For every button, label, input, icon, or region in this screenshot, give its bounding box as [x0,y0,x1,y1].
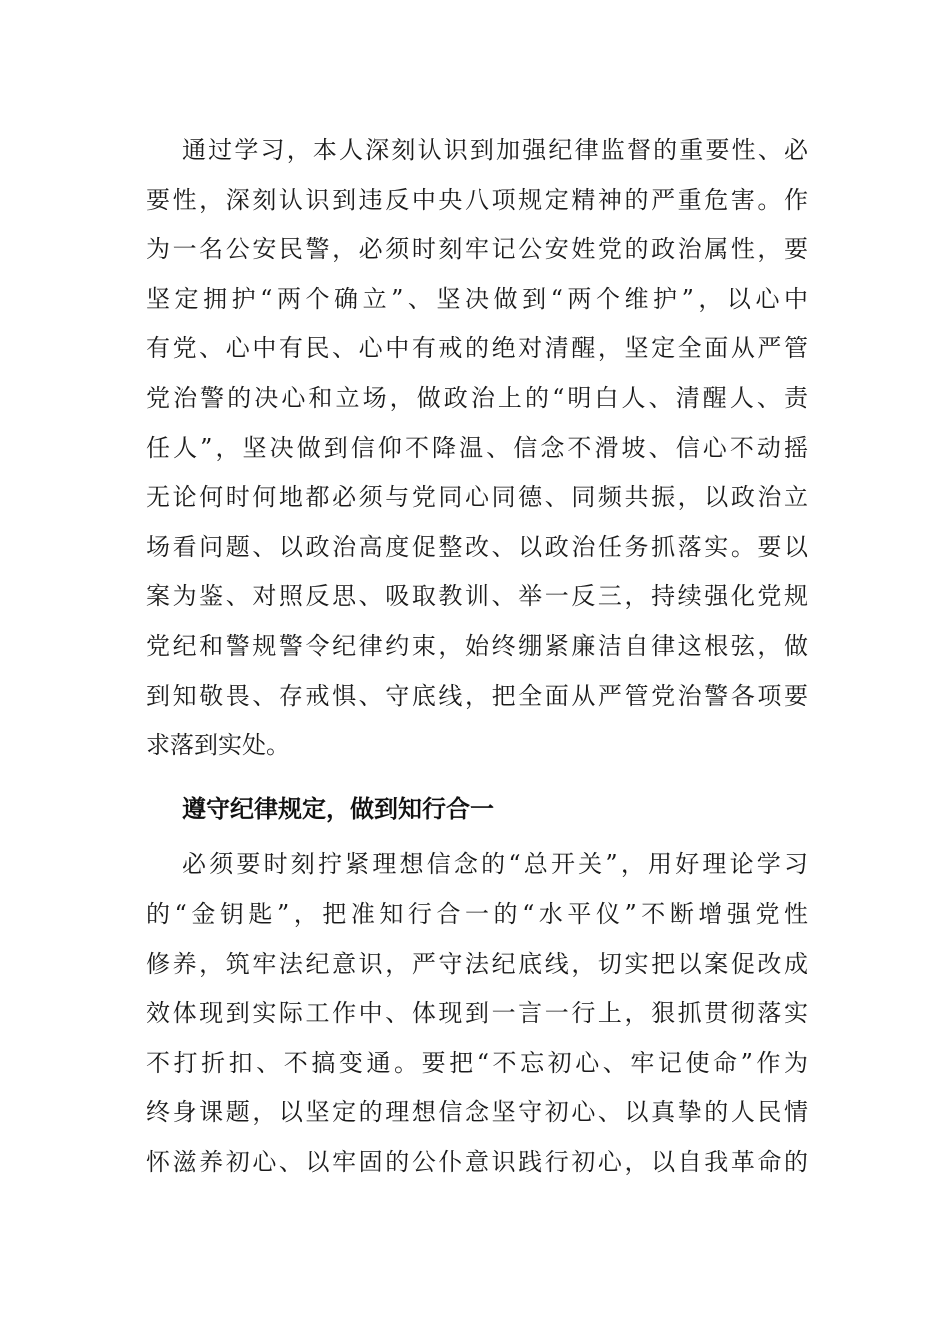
paragraph-1 [146,126,808,771]
paragraph-1-line: 任人”，坚决做到信仰不降温、信念不滑坡、信心不动摇 [146,433,808,462]
paragraph-1-line: 为一名公安民警，必须时刻牢记公安姓党的政治属性，要 [146,235,808,264]
paragraph-1-line: 要性，深刻认识到违反中央八项规定精神的严重危害。作 [146,185,808,214]
paragraph-2-line: 必须要时刻拧紧理想信念的“总开关”，用好理论学习 [182,850,808,879]
paragraph-1-line: 党治警的决心和立场，做政治上的“明白人、清醒人、责 [146,383,808,412]
paragraph-1-line: 案为鉴、对照反思、吸取教训、举一反三，持续强化党规 [146,582,808,611]
paragraph-1-line: 有党、心中有民、心中有戒的绝对清醒，坚定全面从严管 [146,334,808,363]
paragraph-2-line: 的“金钥匙”，把准知行合一的“水平仪”不断增强党性 [146,899,808,928]
paragraph-1-line: 场看问题、以政治高度促整改、以政治任务抓落实。要以 [146,532,808,561]
paragraph-1-line: 通过学习，本人深刻认识到加强纪律监督的重要性、必 [182,136,808,164]
paragraph-2-line: 终身课题，以坚定的理想信念坚守初心、以真挚的人民情 [146,1098,808,1127]
paragraph-2 [146,840,808,1187]
paragraph-2-line: 怀滋养初心、以牢固的公仆意识践行初心，以自我革命的 [146,1147,808,1176]
paragraph-2-line: 效体现到实际工作中、体现到一言一行上，狠抓贯彻落实 [146,999,808,1028]
paragraph-1-line: 求落到实处。 [146,731,290,760]
paragraph-1-line: 到知敬畏、存戒惧、守底线，把全面从严管党治警各项要 [146,681,808,710]
paragraph-1-line: 党纪和警规警令纪律约束，始终绷紧廉洁自律这根弦，做 [146,631,808,660]
paragraph-1-line: 坚定拥护“两个确立”、坚决做到“两个维护”，以心中 [146,284,808,313]
paragraph-1-line: 无论何时何地都必须与党同心同德、同频共振，以政治立 [146,483,808,512]
document-page [146,126,808,1187]
paragraph-2-line: 不打折扣、不搞变通。要把“不忘初心、牢记使命”作为 [146,1048,808,1077]
section-heading: 遵守纪律规定，做到知行合一 [182,794,494,823]
paragraph-2-line: 修养，筑牢法纪意识，严守法纪底线，切实把以案促改成 [146,949,808,978]
